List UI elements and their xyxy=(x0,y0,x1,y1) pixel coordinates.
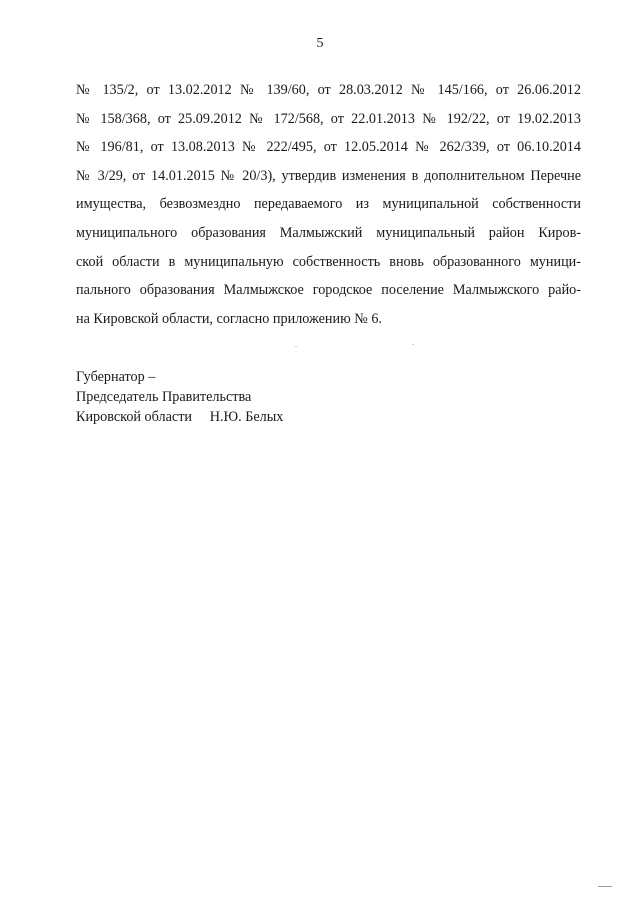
body-line: пального образования Малмыжское городское поселение Малмыжского райо- xyxy=(76,282,581,299)
scan-mark xyxy=(412,344,414,345)
body-line: № 135/2, от 13.02.2012 № 139/60, от 28.03.2012 № 145/166, от 26.06.2012 xyxy=(76,82,581,98)
body-line: № 3/29, от 14.01.2015 № 20/3), утвердив изменения в дополнительном Перечне xyxy=(76,167,581,184)
body-line: № 158/368, от 25.09.2012 № 172/568, от 22.01.2013 № 192/22, от 19.02.2013 xyxy=(76,110,581,127)
body-line: муниципального образования Малмыжский муниципальный район Киров- xyxy=(76,224,581,241)
scan-mark xyxy=(295,346,297,347)
scan-mark xyxy=(598,886,612,887)
body-line: на Кировской области, согласно приложению № 6. xyxy=(76,310,382,327)
signature-title: Губернатор – xyxy=(76,369,156,385)
signature-block xyxy=(76,367,476,427)
body-paragraph xyxy=(76,76,581,333)
page-number: 5 xyxy=(316,36,324,51)
body-line: № 196/81, от 13.08.2013 № 222/495, от 12.05.2014 № 262/339, от 06.10.2014 xyxy=(76,139,581,156)
signature-name: Кировской области Н.Ю. Белых xyxy=(76,409,284,425)
body-line: ской области в муниципальную собственность вновь образованного муници- xyxy=(76,253,581,270)
signature-position: Председатель Правительства xyxy=(76,389,252,405)
body-line: имущества, безвозмездно передаваемого из муниципальной собственности xyxy=(76,196,581,213)
